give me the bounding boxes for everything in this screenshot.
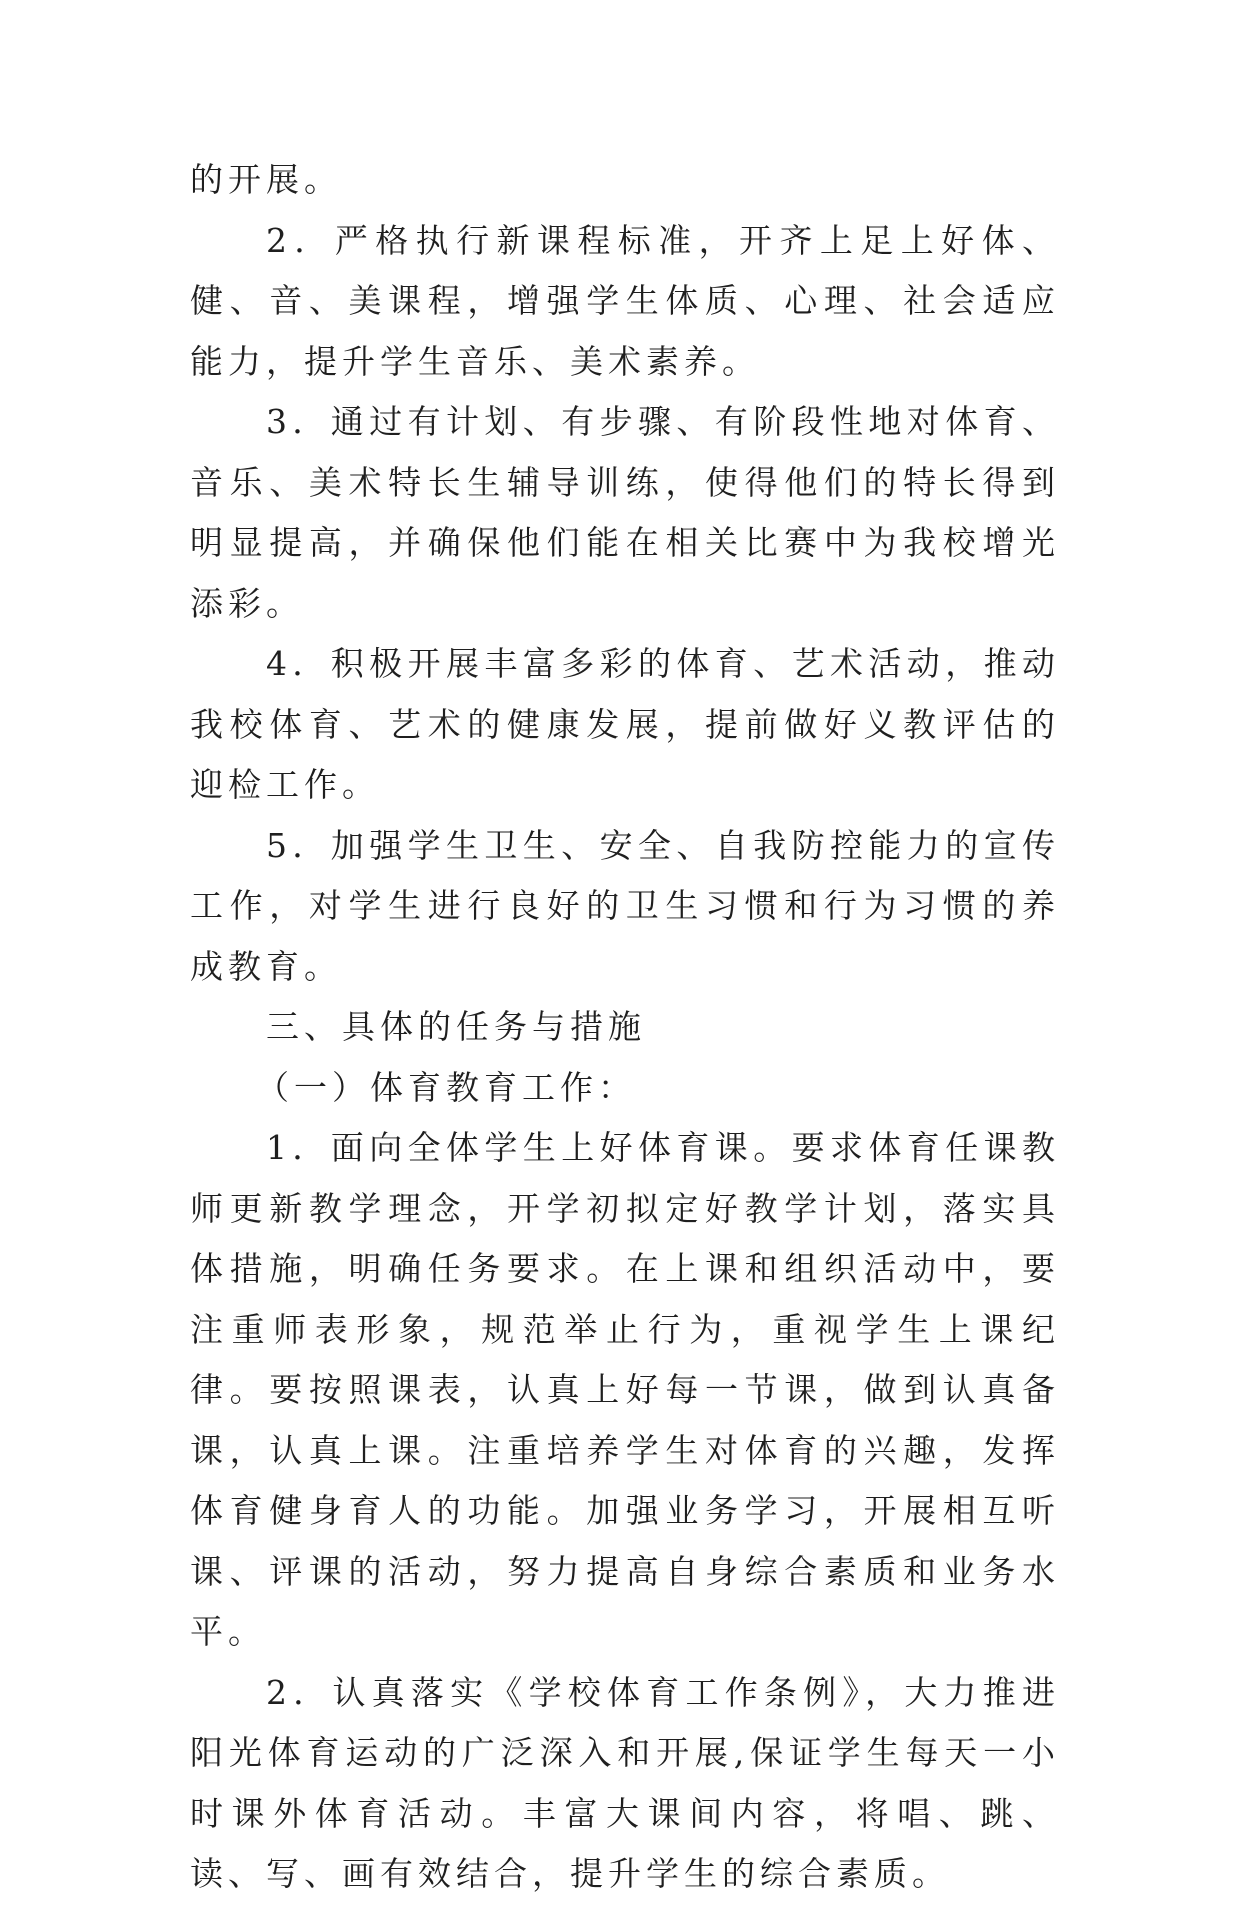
paragraph-item-3: 3．通过有计划、有步骤、有阶段性地对体育、音乐、美术特长生辅导训练，使得他们的特长得到明显提高，并确保他们能在相关比赛中为我校增光添彩。 — [190, 402, 1060, 623]
section-heading: 三、具体的任务与措施 — [266, 1007, 646, 1046]
paragraph-task-2: 2．认真落实《学校体育工作条例》，大力推进阳光体育运动的广泛深入和开展,保证学生每天一小时课外体育活动。丰富大课间内容，将唱、跳、读、写、画有效结合，提升学生的综合素质。 — [190, 1672, 1060, 1893]
paragraph-item-2: 2．严格执行新课程标准，开齐上足上好体、健、音、美课程，增强学生体质、心理、社会适应能力，提升学生音乐、美术素养。 — [190, 220, 1060, 381]
paragraph-continuation: 的开展。 — [190, 160, 342, 199]
paragraph-task-1: 1．面向全体学生上好体育课。要求体育任课教师更新教学理念，开学初拟定好教学计划，落实具体措施，明确任务要求。在上课和组织活动中，要注重师表形象，规范举止行为，重视学生上课纪律。要按照课表，认真上好每一节课，做到认真备课，认真上课。注重培养学生对体育的兴趣，发挥体育健身育人的功能。加强业务学习，开展相互听课、评课的活动，努力提高自身综合素质和业务水平。 — [190, 1128, 1060, 1651]
paragraph-item-4: 4．积极开展丰富多彩的体育、艺术活动，推动我校体育、艺术的健康发展，提前做好义教评估的迎检工作。 — [190, 644, 1060, 804]
subsection-heading: （一）体育教育工作： — [256, 1067, 636, 1107]
paragraph-item-5: 5．加强学生卫生、安全、自我防控能力的宣传工作，对学生进行良好的卫生习惯和行为习惯的养成教育。 — [190, 825, 1060, 986]
document-page — [190, 150, 1060, 1905]
